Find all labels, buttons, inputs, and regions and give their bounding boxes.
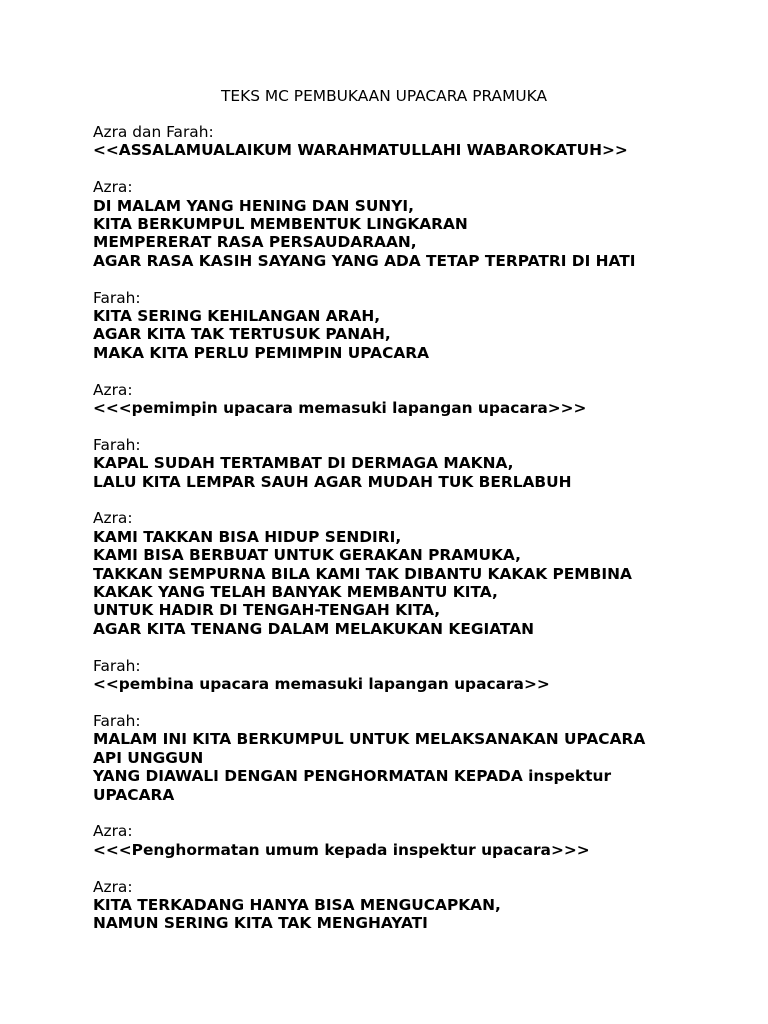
dialogue-block bbox=[93, 657, 733, 694]
dialogue-line: UNTUK HADIR DI TENGAH-TENGAH KITA, bbox=[93, 601, 441, 620]
dialogue-line: AGAR KITA TAK TERTUSUK PANAH, bbox=[93, 325, 391, 344]
dialogue-line: KITA BERKUMPUL MEMBENTUK LINGKARAN bbox=[93, 215, 468, 234]
speaker-label: Farah: bbox=[93, 435, 141, 454]
dialogue-line: <<pembina upacara memasuki lapangan upacara>> bbox=[93, 675, 550, 694]
document-title: TEKS MC PEMBUKAAN UPACARA PRAMUKA bbox=[221, 87, 547, 105]
dialogue-block bbox=[93, 878, 733, 933]
dialogue-block bbox=[93, 289, 733, 363]
dialogue-block bbox=[93, 123, 733, 160]
speaker-label: Azra: bbox=[93, 509, 133, 528]
dialogue-line: KAKAK YANG TELAH BANYAK MEMBANTU KITA, bbox=[93, 583, 498, 602]
dialogue-line: <<<pemimpin upacara memasuki lapangan upacara>>> bbox=[93, 399, 587, 418]
dialogue-line: YANG DIAWALI DENGAN PENGHORMATAN KEPADA inspektur bbox=[93, 767, 612, 786]
dialogue-line: LALU KITA LEMPAR SAUH AGAR MUDAH TUK BERLABUH bbox=[93, 472, 572, 491]
dialogue-line: <<ASSALAMUALAIKUM WARAHMATULLAHI WABAROKATUH>> bbox=[93, 141, 628, 160]
dialogue-block bbox=[93, 178, 733, 270]
script-body bbox=[93, 123, 733, 951]
dialogue-line: DI MALAM YANG HENING DAN SUNYI, bbox=[93, 196, 414, 215]
speaker-label: Azra: bbox=[93, 178, 133, 197]
speaker-label: Farah: bbox=[93, 288, 141, 307]
dialogue-line: KAMI BISA BERBUAT UNTUK GERAKAN PRAMUKA, bbox=[93, 546, 521, 565]
dialogue-line: NAMUN SERING KITA TAK MENGHAYATI bbox=[93, 914, 428, 933]
dialogue-line: UPACARA bbox=[93, 785, 175, 804]
dialogue-line: AGAR KITA TENANG DALAM MELAKUKAN KEGIATAN bbox=[93, 619, 535, 638]
dialogue-line: KITA SERING KEHILANGAN ARAH, bbox=[93, 307, 381, 326]
dialogue-line: MEMPERERAT RASA PERSAUDARAAN, bbox=[93, 233, 417, 252]
dialogue-line: AGAR RASA KASIH SAYANG YANG ADA TETAP TERPATRI DI HATI bbox=[93, 251, 636, 270]
dialogue-block bbox=[93, 381, 733, 418]
speaker-label: Azra: bbox=[93, 877, 133, 896]
dialogue-line: <<<Penghormatan umum kepada inspektur upacara>>> bbox=[93, 840, 590, 859]
dialogue-block bbox=[93, 712, 733, 804]
dialogue-block bbox=[93, 436, 733, 491]
dialogue-line: API UNGGUN bbox=[93, 748, 204, 767]
dialogue-line: MAKA KITA PERLU PEMIMPIN UPACARA bbox=[93, 343, 430, 362]
dialogue-block bbox=[93, 509, 733, 638]
speaker-label: Azra dan Farah: bbox=[93, 123, 214, 141]
dialogue-line: KAMI TAKKAN BISA HIDUP SENDIRI, bbox=[93, 527, 402, 546]
dialogue-line: MALAM INI KITA BERKUMPUL UNTUK MELAKSANAKAN UPACARA bbox=[93, 730, 646, 749]
speaker-label: Azra: bbox=[93, 822, 133, 841]
dialogue-line: KAPAL SUDAH TERTAMBAT DI DERMAGA MAKNA, bbox=[93, 454, 514, 473]
dialogue-line: KITA TERKADANG HANYA BISA MENGUCAPKAN, bbox=[93, 895, 501, 914]
speaker-label: Farah: bbox=[93, 711, 141, 730]
dialogue-block bbox=[93, 822, 733, 859]
speaker-label: Azra: bbox=[93, 380, 133, 399]
speaker-label: Farah: bbox=[93, 656, 141, 675]
dialogue-line: TAKKAN SEMPURNA BILA KAMI TAK DIBANTU KAKAK PEMBINA bbox=[93, 564, 632, 583]
